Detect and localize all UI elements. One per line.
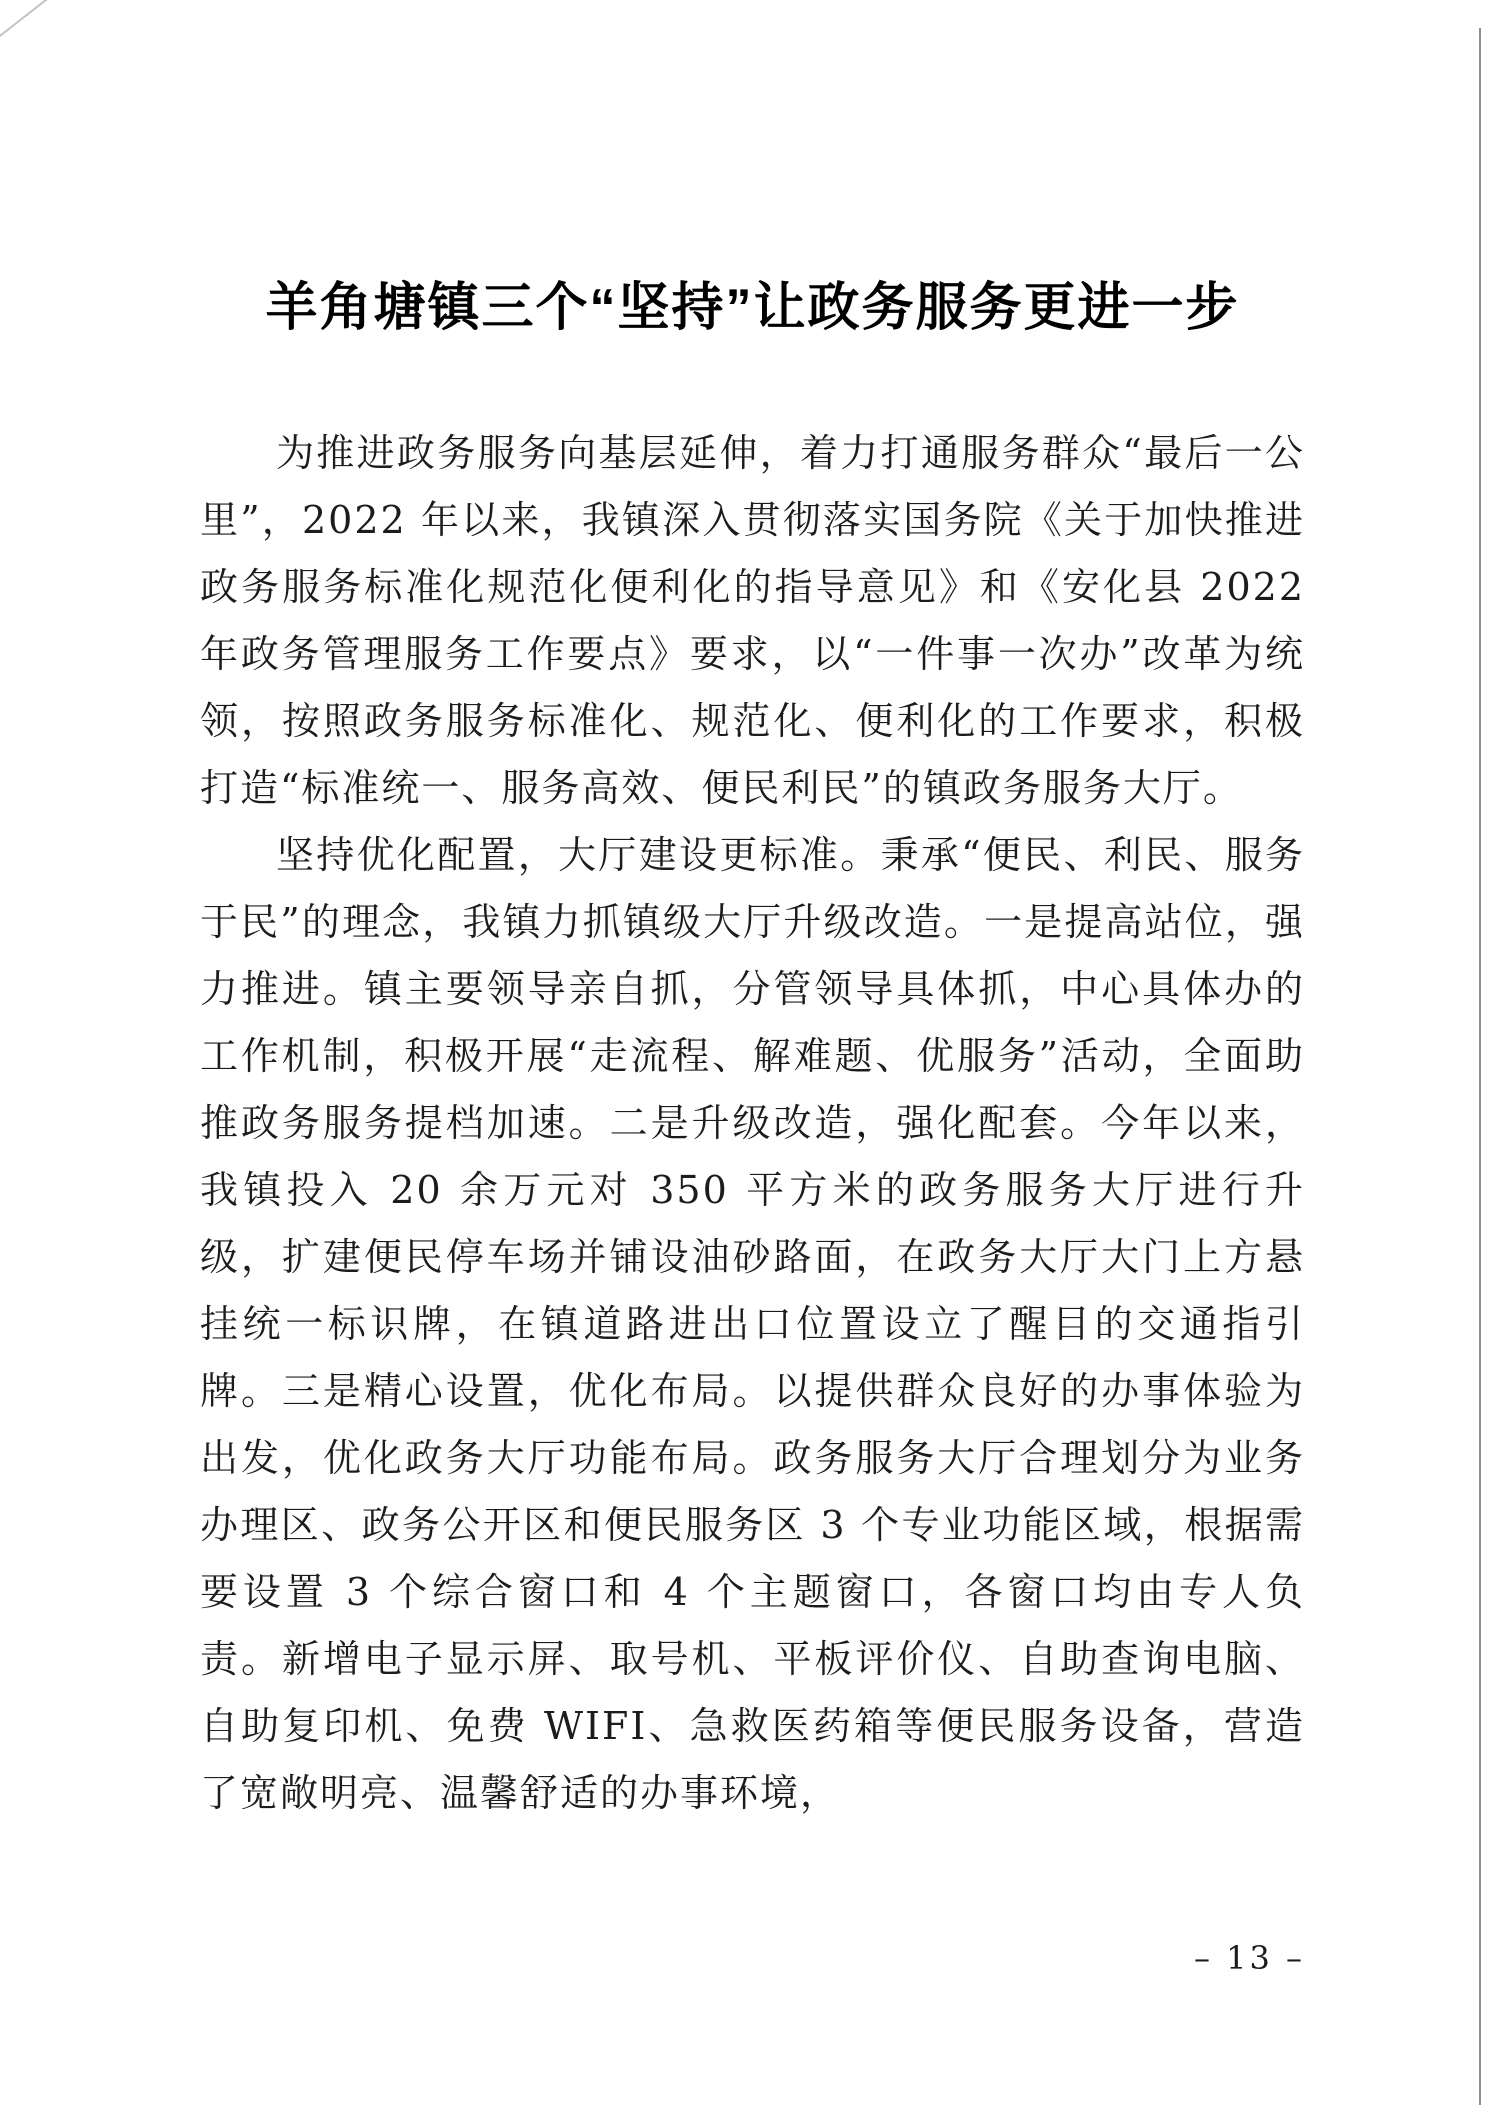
page-number: – 13 – [1193, 1939, 1305, 1977]
scan-edge-artifact [1479, 28, 1481, 2105]
document-title: 羊角塘镇三个“坚持”让政务服务更进一步 [265, 279, 1240, 337]
paragraph-intro: 为推进政务服务向基层延伸，着力打通服务群众“最后一公里”，2022 年以来，我镇深入贯彻落实国务院《关于加快推进政务服务标准化规范化便利化的指导意见》和《安化县 2022 年政务管理服务工作要点》要求，以“一件事一次办”改革为统领，按照政务服务标准化、规范化、便利化的工作要求，积极打造“标准统一、服务高效、便民利民”的镇政务服务大厅。 [200, 431, 1305, 810]
paragraph-main: 坚持优化配置，大厅建设更标准。秉承“便民、利民、服务于民”的理念，我镇力抓镇级大厅升级改造。一是提高站位，强力推进。镇主要领导亲自抓，分管领导具体抓，中心具体办的工作机制，积极开展“走流程、解难题、优服务”活动，全面助推政务服务提档加速。二是升级改造，强化配套。今年以来，我镇投入 20 余万元对 350 平方米的政务服务大厅进行升级，扩建便民停车场并铺设油砂路面，在政务大厅大门上方悬挂统一标识牌，在镇道路进出口位置设立了醒目的交通指引牌。三是精心设置，优化布局。以提供群众良好的办事体验为出发，优化政务大厅功能布局。政务服务大厅合理划分为业务办理区、政务公开区和便民服务区 3 个专业功能区域，根据需要设置 3 个综合窗口和 4 个主题窗口，各窗口均由专人负责。新增电子显示屏、取号机、平板评价仪、自助查询电脑、自助复印机、免费 WIFI、急救医药箱等便民服务设备，营造了宽敞明亮、温馨舒适的办事环境， [200, 833, 1305, 1815]
document-body [200, 420, 1305, 1827]
scan-corner-artifact [0, 0, 53, 40]
